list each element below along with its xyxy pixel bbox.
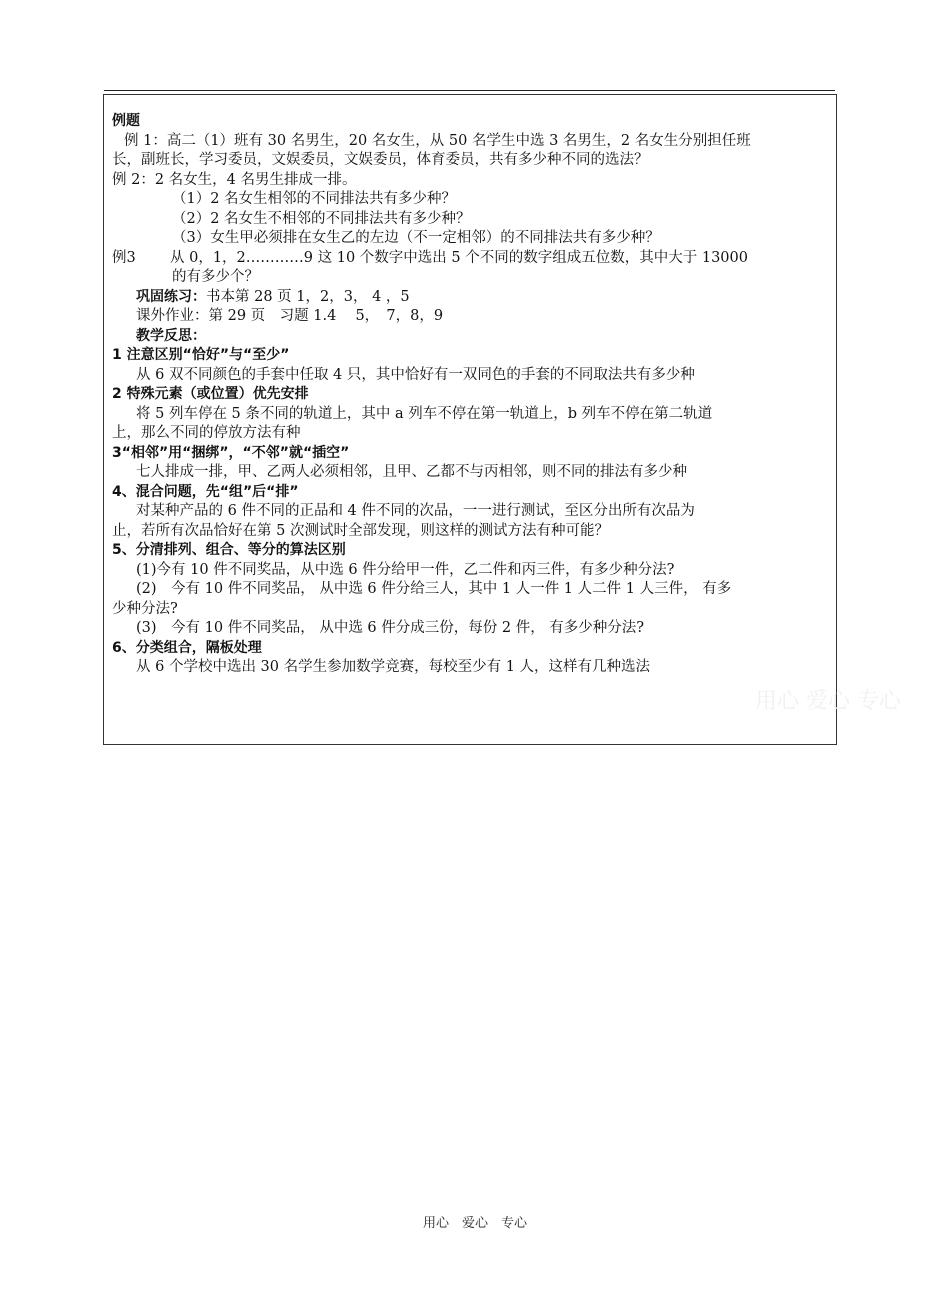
lesson-content: [112, 112, 834, 678]
section-6-text: 从 6 个学校中选出 30 名学生参加数学竞赛，每校至少有 1 人，这样有几种选法: [136, 659, 651, 675]
section-2-title: 2 特殊元素（或位置）优先安排: [112, 386, 309, 402]
example-2-question-3: （3）女生甲必须排在女生乙的左边（不一定相邻）的不同排法共有多少种？: [172, 230, 660, 246]
section-3-title: 3“相邻”用“捆绑”，“不邻”就“插空”: [112, 444, 350, 461]
section-2-line-2: 上，那么不同的停放方法有种: [112, 425, 301, 441]
section-6-title: 6、分类组合，隔板处理: [112, 639, 262, 656]
top-rule: [104, 90, 835, 91]
homework-line: 课外作业：第 29 页 习题 1.4 5， 7，8，9: [136, 308, 444, 324]
example-2-question-2: （2）2 名女生不相邻的不同排法共有多少种？: [172, 210, 471, 227]
section-4-line-1: 对某种产品的 6 件不同的正品和 4 件不同的次品，一一进行测试，至区分出所有次品为: [136, 503, 695, 519]
section-2-line-1: 将 5 列车停在 5 条不同的轨道上，其中 a 列车不停在第一轨道上，b 列车不停在第二轨道: [136, 405, 713, 422]
practice-text: 书本第 28 页 1，2，3， 4 ，5: [206, 288, 410, 305]
page-footer: 用心 爱心 专心: [422, 1216, 527, 1231]
section-4-title: 4、混合问题，先“组”后“排”: [112, 483, 299, 500]
example-1-line-2: 长，副班长，学习委员，文娱委员，文娱委员，体育委员，共有多少种不同的选法？: [112, 152, 649, 168]
examples-heading: 例题: [112, 113, 140, 129]
practice-line: [112, 288, 834, 308]
example-3-line-2: 的有多少个？: [172, 269, 259, 285]
example-1-line-1: 例 1：高二（1）班有 30 名男生，20 名女生，从 50 名学生中选 3 名男生，2 名女生分别担任班: [124, 132, 751, 149]
section-3-text: 七人排成一排，甲、乙两人必须相邻，且甲、乙都不与丙相邻，则不同的排法有多少种: [136, 464, 687, 480]
reflection-heading: 教学反思：: [136, 327, 206, 344]
section-5-title: 5、分清排列、组合、等分的算法区别: [112, 542, 346, 558]
section-4-line-2: 止，若所有次品恰好在第 5 次测试时全部发现，则这样的测试方法有种可能？: [112, 522, 609, 539]
section-5-question-2-line-2: 少种分法?: [112, 600, 178, 617]
section-1-text: 从 6 双不同颜色的手套中任取 4 只，其中恰好有一双同色的手套的不同取法共有多少种: [136, 366, 695, 383]
example-3-text: 从 0，1，2…………9 这 10 个数字中选出 5 个不同的数字组成五位数，其中大于 13000: [170, 249, 748, 266]
example-2: 例 2：2 名女生，4 名男生排成一排。: [112, 171, 357, 188]
section-5-question-1: (1)今有 10 件不同奖品，从中选 6 件分给甲一件，乙二件和丙三件，有多少种分法?: [136, 561, 675, 578]
practice-label: 巩固练习：: [136, 288, 206, 305]
watermark: 用心 爱心 专心: [755, 689, 901, 714]
example-3-label: 例3: [112, 249, 136, 266]
section-5-question-3: (3) 今有 10 件不同奖品， 从中选 6 件分成三份，每份 2 件， 有多少种分法?: [136, 620, 645, 636]
section-5-question-2-line-1: (2) 今有 10 件不同奖品， 从中选 6 件分给三人，其中 1 人一件 1 人二件 1 人三件， 有多: [136, 581, 732, 597]
section-1-title: 1 注意区别“恰好”与“至少”: [112, 347, 290, 363]
example-2-question-1: （1）2 名女生相邻的不同排法共有多少种？: [172, 191, 457, 207]
example-3-line-1: [112, 249, 834, 269]
